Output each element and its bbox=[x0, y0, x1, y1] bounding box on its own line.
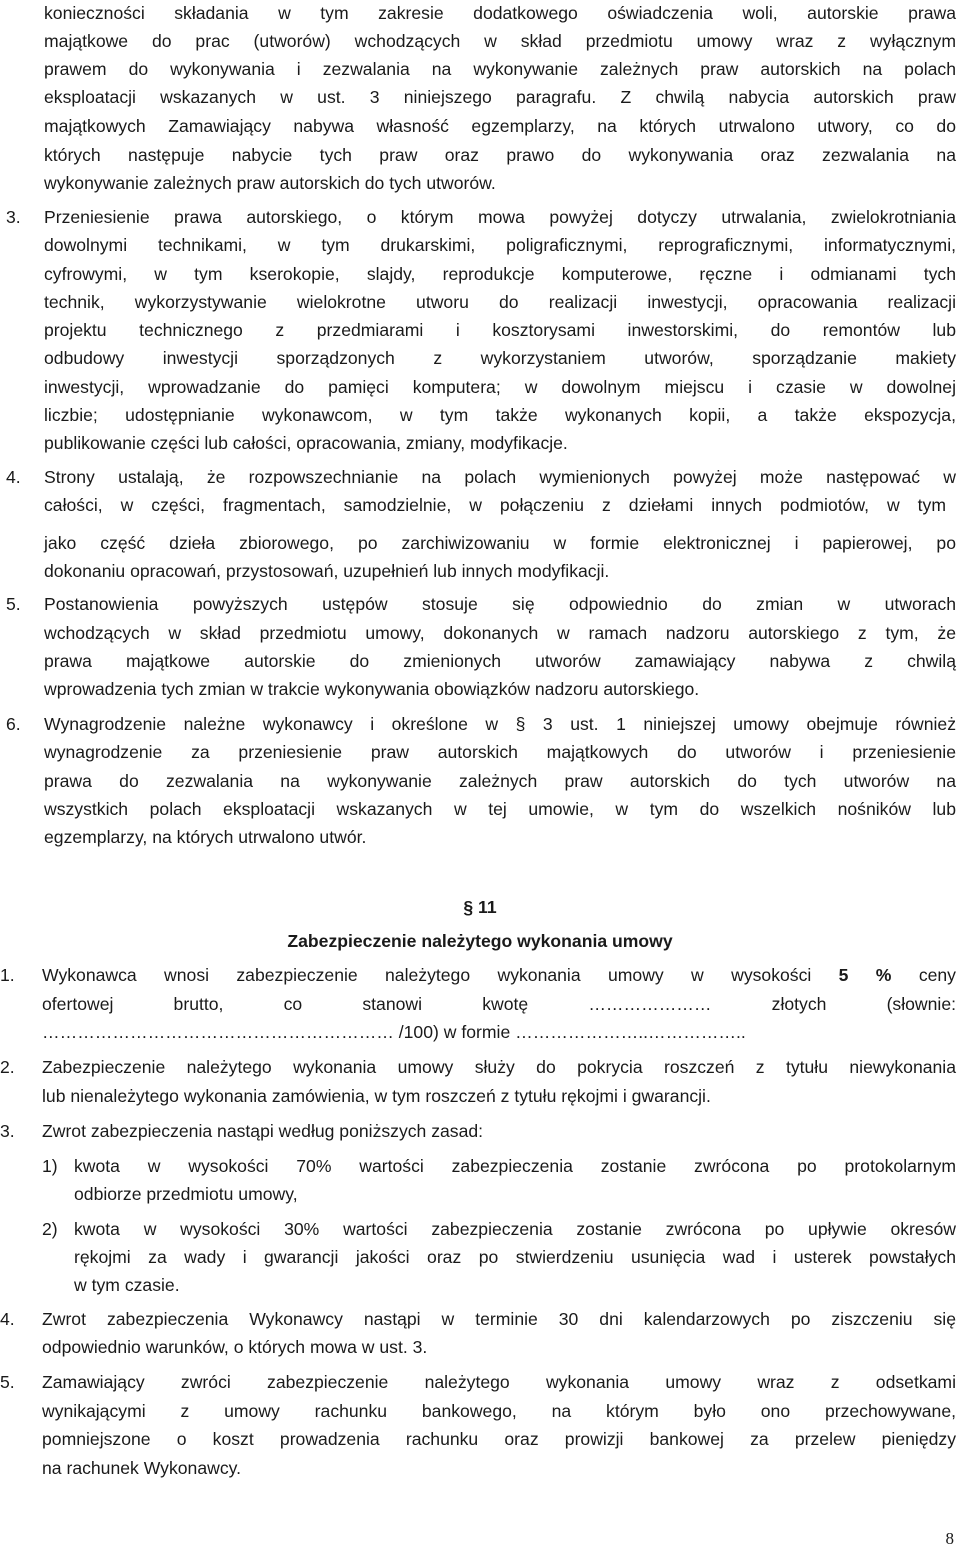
text-line: wszystkich polach eksploatacji wskazanych w tej umowie, w tym do wszelkich nośników lub bbox=[44, 799, 956, 819]
text-line: wchodzących w skład przedmiotu umowy, dokonanych w ramach nadzoru autorskiego z tym, że bbox=[44, 623, 956, 643]
text-line: odbiorze przedmiotu umowy, bbox=[74, 1184, 298, 1204]
text-line: wprowadzenia tych zmian w trakcie wykonywania obowiązków nadzoru autorskiego. bbox=[44, 679, 700, 699]
text-line: liczbie; udostępnianie wykonawcom, w tym także wykonanych kopii, a także ekspozycja, bbox=[44, 405, 956, 425]
sub-list-number: 1) bbox=[42, 1156, 58, 1176]
list-number: 4. bbox=[0, 1309, 15, 1329]
list-number: 5. bbox=[6, 594, 21, 614]
text-line: konieczności składania w tym zakresie dodatkowego oświadczenia woli, autorskie prawa bbox=[44, 3, 956, 23]
text-line bbox=[42, 964, 956, 986]
section-title: Zabezpieczenie należytego wykonania umowy bbox=[287, 931, 673, 951]
text-line: cyfrowymi, w tym kserokopie, slajdy, reprodukcje komputerowe, ręczne i odmianami tych bbox=[44, 264, 956, 284]
text-line: dowolnymi technikami, w tym drukarskimi, poligraficznymi, reprograficznymi, informatycznymi, bbox=[44, 235, 956, 255]
text-line: projektu technicznego z przedmiarami i kosztorysami inwestorskimi, do remontów lub bbox=[44, 320, 956, 340]
text-line: w tym czasie. bbox=[74, 1275, 180, 1295]
text-line: majątkowe do prac (utworów) wchodzących w skład przedmiotu umowy wraz z wyłącznym bbox=[44, 31, 956, 51]
text-line: lub nienależytego wykonania zamówienia, w tym roszczeń z tytułu rękojmi i gwarancji. bbox=[42, 1086, 711, 1106]
text-line: prawa majątkowe autorskie do zmienionych utworów zamawiający nabywa z chwilą bbox=[44, 651, 956, 671]
text-line: Strony ustalają, że rozpowszechnianie na polach wymienionych powyżej może następować w bbox=[44, 467, 956, 487]
text-line: pomniejszone o koszt prowadzenia rachunku oraz prowizji bankowej za przelew pieniędzy bbox=[42, 1429, 956, 1449]
text-line: których następuje nabycie tych praw oraz prawo do wykonywania oraz zezwalania na bbox=[44, 145, 956, 165]
text-line: prawa do zezwalania na wykonywanie zależnych praw autorskich do tych utworów na bbox=[44, 771, 956, 791]
text-line: Przeniesienie prawa autorskiego, o którym mowa powyżej dotyczy utrwalania, zwielokrotniania bbox=[44, 207, 956, 227]
text-line: Postanowienia powyższych ustępów stosuje się odpowiednio do zmian w utworach bbox=[44, 594, 956, 614]
list-number: 6. bbox=[6, 714, 21, 734]
text-line: odpowiednio warunków, o których mowa w ust. 3. bbox=[42, 1337, 428, 1357]
text-line: prawem do wykonywania i zezwalania na wykonywanie zależnych praw autorskich na polach bbox=[44, 59, 956, 79]
text-line: inwestycji, wprowadzanie do pamięci komputera; w dowolnym miejscu i czasie w dowolnej bbox=[44, 377, 956, 397]
text-line: Zamawiający zwróci zabezpieczenie należytego wykonania umowy wraz z odsetkami bbox=[42, 1372, 956, 1392]
section-symbol: § 11 bbox=[463, 897, 497, 917]
text-line: dokonaniu opracowań, przystosowań, uzupełnień lub innych modyfikacji. bbox=[44, 561, 610, 581]
text-line: publikowanie części lub całości, opracowania, zmiany, modyfikacje. bbox=[44, 433, 568, 453]
list-number: 4. bbox=[6, 467, 21, 487]
amount-text-end: ceny bbox=[918, 965, 956, 985]
text-line: rękojmi za wady i gwarancji jakości oraz po stwierdzeniu usunięcia wad i usterek powstałych bbox=[74, 1247, 956, 1267]
text-line: technik, wykorzystywanie wielokrotne utworu do realizacji inwestycji, opracowania realizacji bbox=[44, 292, 956, 312]
percent-value: 5 % bbox=[838, 965, 892, 985]
text-line: wykonywanie zależnych praw autorskich do tych utworów. bbox=[44, 173, 496, 193]
text-line: kwota w wysokości 30% wartości zabezpieczenia zostanie zwrócona po upływie okresów bbox=[74, 1219, 956, 1239]
sub-list-number: 2) bbox=[42, 1219, 58, 1239]
text-line: kwota w wysokości 70% wartości zabezpieczenia zostanie zwrócona po protokolarnym bbox=[74, 1156, 956, 1176]
text-line: majątkowych Zamawiający nabywa własność egzemplarzy, na których utrwalono utwory, co do bbox=[44, 116, 956, 136]
text-line: eksploatacji wskazanych w ust. 3 niniejszego paragrafu. Z chwilą nabycia autorskich praw bbox=[44, 87, 956, 107]
list-number: 5. bbox=[0, 1372, 15, 1392]
text-line: egzemplarzy, na których utrwalono utwór. bbox=[44, 827, 367, 847]
text-line: ofertowej brutto, co stanowi kwotę ………………… złotych (słownie: bbox=[42, 994, 956, 1014]
page-number: 8 bbox=[945, 1529, 954, 1548]
text-line: Zwrot zabezpieczenia nastąpi według poniższych zasad: bbox=[42, 1121, 484, 1141]
text-line: wynagrodzenie za przeniesienie praw autorskich majątkowych do utworów i przeniesienie bbox=[44, 742, 956, 762]
text-line: …………………………………………………… /100) w formie …………………..…………….. bbox=[42, 1022, 746, 1042]
text-line: Wynagrodzenie należne wykonawcy i określone w § 3 ust. 1 niniejszej umowy obejmuje również bbox=[44, 714, 956, 734]
text-line: Zabezpieczenie należytego wykonania umowy służy do pokrycia roszczeń z tytułu niewykonania bbox=[42, 1057, 956, 1077]
text-line: Zwrot zabezpieczenia Wykonawcy nastąpi w terminie 30 dni kalendarzowych po ziszczeniu się bbox=[42, 1309, 956, 1329]
text-line: wynikającymi z umowy rachunku bankowego, na którym było ono przechowywane, bbox=[42, 1401, 956, 1421]
text-line: jako część dzieła zbiorowego, po zarchiwizowaniu w formie elektronicznej i papierowej, po bbox=[44, 533, 956, 553]
list-number: 3. bbox=[6, 207, 21, 227]
text-line: odbudowy inwestycji sporządzonych z wykorzystaniem utworów, sporządzanie makiety bbox=[44, 348, 956, 368]
amount-text: Wykonawca wnosi zabezpieczenie należytego wykonania umowy w wysokości bbox=[42, 965, 812, 985]
text-line: na rachunek Wykonawcy. bbox=[42, 1458, 242, 1478]
list-number: 1. bbox=[0, 965, 15, 985]
text-line: całości, w części, fragmentach, samodzielnie, w połączeniu z dziełami innych podmiotów, w tym bbox=[44, 495, 946, 515]
list-number: 2. bbox=[0, 1057, 15, 1077]
list-number: 3. bbox=[0, 1121, 15, 1141]
